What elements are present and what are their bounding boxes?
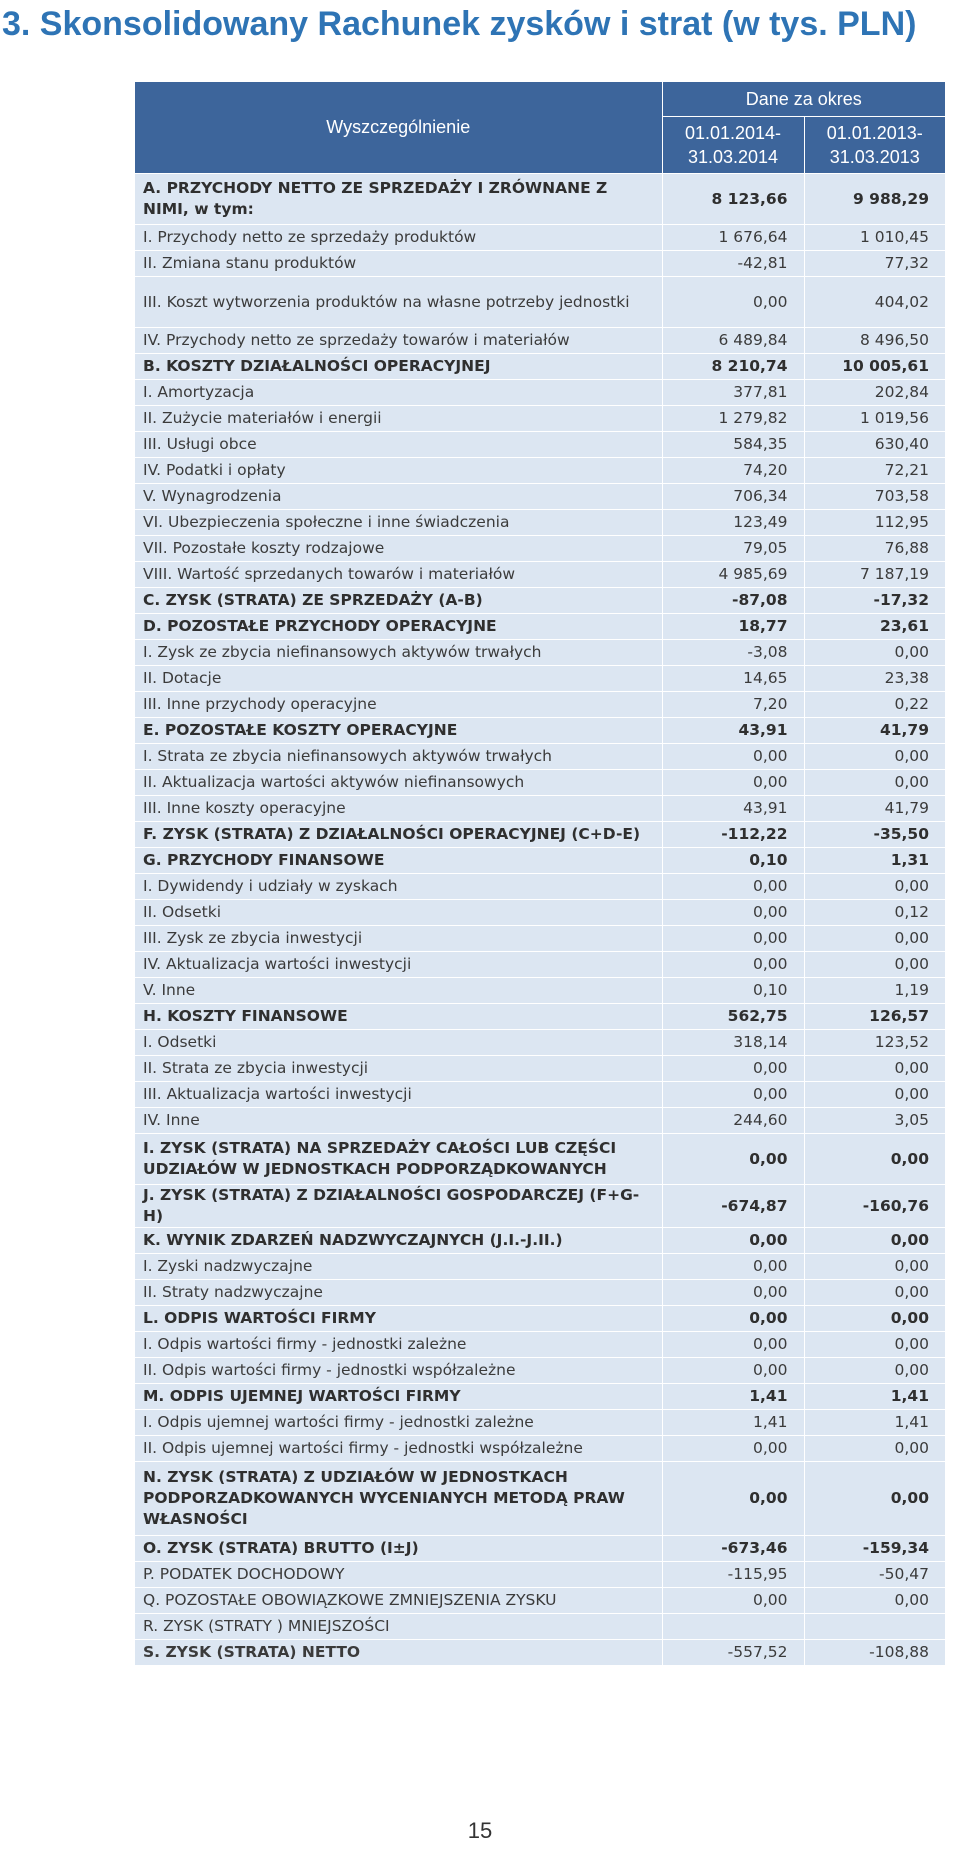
table-row: [135, 1254, 945, 1280]
table-row: [135, 406, 945, 432]
table-row: [135, 510, 945, 536]
value-2014: -115,95: [662, 1562, 804, 1588]
table-row: [135, 978, 945, 1004]
value-2014: 562,75: [662, 1004, 804, 1030]
value-2014: 0,00: [662, 900, 804, 926]
value-2013: -160,76: [804, 1185, 945, 1228]
row-label: II. Dotacje: [135, 666, 662, 692]
value-2014: 0,00: [662, 952, 804, 978]
table-row: [135, 692, 945, 718]
table-row: [135, 1134, 945, 1185]
row-label: III. Zysk ze zbycia inwestycji: [135, 926, 662, 952]
page-number: 15: [467, 1818, 493, 1843]
value-2013: 76,88: [804, 536, 945, 562]
table-row: [135, 1588, 945, 1614]
row-label: E. POZOSTAŁE KOSZTY OPERACYJNE: [135, 718, 662, 744]
value-2014: 43,91: [662, 718, 804, 744]
value-2013: 23,61: [804, 614, 945, 640]
value-2014: -673,46: [662, 1536, 804, 1562]
value-2013: 0,00: [804, 1254, 945, 1280]
value-2013: 0,00: [804, 1280, 945, 1306]
value-2013: 1,19: [804, 978, 945, 1004]
value-2014: 0,00: [662, 1082, 804, 1108]
row-label: N. ZYSK (STRATA) Z UDZIAŁÓW W JEDNOSTKACH PODPORZADKOWANYCH WYCENIANYCH METODĄ PRAW WŁASNOŚCI: [135, 1462, 662, 1536]
value-2014: -557,52: [662, 1640, 804, 1666]
value-2013: -35,50: [804, 822, 945, 848]
value-2014: 0,00: [662, 1254, 804, 1280]
value-2014: 14,65: [662, 666, 804, 692]
value-2014: 0,00: [662, 1280, 804, 1306]
value-2013: 0,00: [804, 1134, 945, 1185]
header-label: Wyszczególnienie: [135, 82, 662, 174]
value-2014: 0,00: [662, 1588, 804, 1614]
value-2014: 0,10: [662, 978, 804, 1004]
table-row: [135, 1462, 945, 1536]
value-2013: 41,79: [804, 718, 945, 744]
table-row: [135, 1384, 945, 1410]
value-2014: 74,20: [662, 458, 804, 484]
row-label: V. Inne: [135, 978, 662, 1004]
table-row: [135, 666, 945, 692]
value-2013: 112,95: [804, 510, 945, 536]
value-2013: 0,00: [804, 1228, 945, 1254]
table-row: [135, 952, 945, 978]
row-label: B. KOSZTY DZIAŁALNOŚCI OPERACYJNEJ: [135, 354, 662, 380]
table-row: [135, 900, 945, 926]
row-label: I. Zysk ze zbycia niefinansowych aktywów trwałych: [135, 640, 662, 666]
table-row: [135, 1410, 945, 1436]
table-row: [135, 1228, 945, 1254]
value-2014: 1 279,82: [662, 406, 804, 432]
value-2014: 0,00: [662, 1306, 804, 1332]
table-row: [135, 536, 945, 562]
value-2014: -112,22: [662, 822, 804, 848]
row-label: III. Usługi obce: [135, 432, 662, 458]
value-2013: 77,32: [804, 251, 945, 277]
value-2014: 0,00: [662, 744, 804, 770]
value-2013: 7 187,19: [804, 562, 945, 588]
value-2013: 41,79: [804, 796, 945, 822]
value-2014: [662, 1614, 804, 1640]
table-row: [135, 1082, 945, 1108]
value-2013: 202,84: [804, 380, 945, 406]
table-row: [135, 1056, 945, 1082]
table-row: [135, 1332, 945, 1358]
row-label: IV. Podatki i opłaty: [135, 458, 662, 484]
value-2013: 1,31: [804, 848, 945, 874]
row-label: III. Inne przychody operacyjne: [135, 692, 662, 718]
row-label: IV. Inne: [135, 1108, 662, 1134]
table-row: [135, 640, 945, 666]
table-row: [135, 1306, 945, 1332]
value-2014: 584,35: [662, 432, 804, 458]
value-2013: 23,38: [804, 666, 945, 692]
row-label: III. Koszt wytworzenia produktów na własne potrzeby jednostki: [135, 277, 662, 328]
table-row: [135, 718, 945, 744]
row-label: II. Zmiana stanu produktów: [135, 251, 662, 277]
row-label: I. Przychody netto ze sprzedaży produktów: [135, 225, 662, 251]
row-label: VIII. Wartość sprzedanych towarów i materiałów: [135, 562, 662, 588]
value-2014: 0,00: [662, 1228, 804, 1254]
row-label: I. Zyski nadzwyczajne: [135, 1254, 662, 1280]
row-label: G. PRZYCHODY FINANSOWE: [135, 848, 662, 874]
table-row: [135, 277, 945, 328]
value-2014: 377,81: [662, 380, 804, 406]
value-2013: 1 010,45: [804, 225, 945, 251]
row-label: I. Odpis wartości firmy - jednostki zależne: [135, 1332, 662, 1358]
row-label: O. ZYSK (STRATA) BRUTTO (I±J): [135, 1536, 662, 1562]
value-2013: 126,57: [804, 1004, 945, 1030]
table-row: [135, 874, 945, 900]
value-2014: 244,60: [662, 1108, 804, 1134]
value-2014: 1,41: [662, 1410, 804, 1436]
table-row: [135, 1108, 945, 1134]
row-label: IV. Przychody netto ze sprzedaży towarów i materiałów: [135, 328, 662, 354]
row-label: I. Dywidendy i udziały w zyskach: [135, 874, 662, 900]
value-2013: 404,02: [804, 277, 945, 328]
table-row: [135, 1185, 945, 1228]
table-row: [135, 1536, 945, 1562]
table-row: [135, 251, 945, 277]
row-label: II. Zużycie materiałów i energii: [135, 406, 662, 432]
value-2013: 703,58: [804, 484, 945, 510]
table-header: [135, 82, 945, 174]
row-label: C. ZYSK (STRATA) ZE SPRZEDAŻY (A-B): [135, 588, 662, 614]
value-2013: 10 005,61: [804, 354, 945, 380]
row-label: D. POZOSTAŁE PRZYCHODY OPERACYJNE: [135, 614, 662, 640]
table-row: [135, 328, 945, 354]
table-row: [135, 1030, 945, 1056]
row-label: II. Odpis wartości firmy - jednostki współzależne: [135, 1358, 662, 1384]
row-label: V. Wynagrodzenia: [135, 484, 662, 510]
value-2013: 0,00: [804, 874, 945, 900]
value-2013: 0,00: [804, 1056, 945, 1082]
value-2014: -87,08: [662, 588, 804, 614]
table-row: [135, 588, 945, 614]
value-2013: 0,00: [804, 926, 945, 952]
table-row: [135, 458, 945, 484]
row-label: II. Aktualizacja wartości aktywów niefinansowych: [135, 770, 662, 796]
value-2014: 0,00: [662, 1134, 804, 1185]
value-2014: 706,34: [662, 484, 804, 510]
value-2014: 18,77: [662, 614, 804, 640]
row-label: I. Odpis ujemnej wartości firmy - jednostki zależne: [135, 1410, 662, 1436]
value-2014: 43,91: [662, 796, 804, 822]
header-period: Dane za okres: [662, 82, 945, 117]
value-2014: 6 489,84: [662, 328, 804, 354]
row-label: I. ZYSK (STRATA) NA SPRZEDAŻY CAŁOŚCI LUB CZĘŚCI UDZIAŁÓW W JEDNOSTKACH PODPORZĄDKOWANYCH: [135, 1134, 662, 1185]
row-label: I. Strata ze zbycia niefinansowych aktywów trwałych: [135, 744, 662, 770]
header-col-2013: 01.01.2013- 31.03.2013: [804, 117, 945, 174]
table-row: [135, 174, 945, 225]
value-2014: 0,00: [662, 1358, 804, 1384]
table-row: [135, 1640, 945, 1666]
value-2014: 0,00: [662, 277, 804, 328]
value-2013: 630,40: [804, 432, 945, 458]
row-label: F. ZYSK (STRATA) Z DZIAŁALNOŚCI OPERACYJNEJ (C+D-E): [135, 822, 662, 848]
value-2014: 123,49: [662, 510, 804, 536]
value-2014: 0,00: [662, 1332, 804, 1358]
value-2014: 0,00: [662, 1462, 804, 1536]
value-2013: 8 496,50: [804, 328, 945, 354]
table-row: [135, 926, 945, 952]
page-title: 3. Skonsolidowany Rachunek zysków i strat (w tys. PLN): [2, 5, 917, 43]
value-2013: 3,05: [804, 1108, 945, 1134]
row-label: II. Strata ze zbycia inwestycji: [135, 1056, 662, 1082]
value-2013: 0,00: [804, 952, 945, 978]
table-row: [135, 614, 945, 640]
row-label: H. KOSZTY FINANSOWE: [135, 1004, 662, 1030]
row-label: S. ZYSK (STRATA) NETTO: [135, 1640, 662, 1666]
value-2013: 123,52: [804, 1030, 945, 1056]
value-2014: 1 676,64: [662, 225, 804, 251]
table-row: [135, 1280, 945, 1306]
row-label: IV. Aktualizacja wartości inwestycji: [135, 952, 662, 978]
table-row: [135, 1358, 945, 1384]
value-2014: 0,10: [662, 848, 804, 874]
table-row: [135, 822, 945, 848]
value-2014: 4 985,69: [662, 562, 804, 588]
row-label: II. Odsetki: [135, 900, 662, 926]
value-2013: 0,12: [804, 900, 945, 926]
value-2013: 72,21: [804, 458, 945, 484]
table-row: [135, 1562, 945, 1588]
value-2013: -108,88: [804, 1640, 945, 1666]
header-col-2014: 01.01.2014- 31.03.2014: [662, 117, 804, 174]
value-2014: 318,14: [662, 1030, 804, 1056]
value-2014: 79,05: [662, 536, 804, 562]
value-2013: -159,34: [804, 1536, 945, 1562]
row-label: VI. Ubezpieczenia społeczne i inne świadczenia: [135, 510, 662, 536]
value-2013: 0,00: [804, 1082, 945, 1108]
row-label: M. ODPIS UJEMNEJ WARTOŚCI FIRMY: [135, 1384, 662, 1410]
value-2014: 7,20: [662, 692, 804, 718]
value-2013: 1,41: [804, 1384, 945, 1410]
value-2013: 0,00: [804, 640, 945, 666]
row-label: II. Odpis ujemnej wartości firmy - jednostki współzależne: [135, 1436, 662, 1462]
row-label: Q. POZOSTAŁE OBOWIĄZKOWE ZMNIEJSZENIA ZYSKU: [135, 1588, 662, 1614]
value-2014: -674,87: [662, 1185, 804, 1228]
row-label: I. Amortyzacja: [135, 380, 662, 406]
row-label: VII. Pozostałe koszty rodzajowe: [135, 536, 662, 562]
value-2014: 8 210,74: [662, 354, 804, 380]
value-2013: 0,00: [804, 1588, 945, 1614]
value-2013: 0,00: [804, 1332, 945, 1358]
row-label: II. Straty nadzwyczajne: [135, 1280, 662, 1306]
value-2013: 0,00: [804, 1436, 945, 1462]
table-row: [135, 354, 945, 380]
table-row: [135, 744, 945, 770]
row-label: L. ODPIS WARTOŚCI FIRMY: [135, 1306, 662, 1332]
value-2013: 1,41: [804, 1410, 945, 1436]
table-row: [135, 432, 945, 458]
table-row: [135, 1436, 945, 1462]
value-2013: [804, 1614, 945, 1640]
value-2013: -50,47: [804, 1562, 945, 1588]
value-2014: 0,00: [662, 1056, 804, 1082]
row-label: I. Odsetki: [135, 1030, 662, 1056]
value-2013: 0,00: [804, 1358, 945, 1384]
value-2014: 8 123,66: [662, 174, 804, 225]
value-2014: 1,41: [662, 1384, 804, 1410]
table-row: [135, 225, 945, 251]
row-label: R. ZYSK (STRATY ) MNIEJSZOŚCI: [135, 1614, 662, 1640]
table-row: [135, 1614, 945, 1640]
table-row: [135, 1004, 945, 1030]
table-row: [135, 796, 945, 822]
value-2013: -17,32: [804, 588, 945, 614]
table-row: [135, 848, 945, 874]
row-label: A. PRZYCHODY NETTO ZE SPRZEDAŻY I ZRÓWNANE Z NIMI, w tym:: [135, 174, 662, 225]
value-2014: -3,08: [662, 640, 804, 666]
value-2013: 0,22: [804, 692, 945, 718]
value-2013: 0,00: [804, 1306, 945, 1332]
table-body: [135, 174, 945, 1666]
table-row: [135, 562, 945, 588]
value-2014: -42,81: [662, 251, 804, 277]
table-row: [135, 770, 945, 796]
income-statement-table: [135, 82, 945, 1665]
value-2014: 0,00: [662, 926, 804, 952]
table-row: [135, 380, 945, 406]
value-2014: 0,00: [662, 1436, 804, 1462]
value-2013: 0,00: [804, 1462, 945, 1536]
value-2013: 1 019,56: [804, 406, 945, 432]
row-label: K. WYNIK ZDARZEŃ NADZWYCZAJNYCH (J.I.-J.II.): [135, 1228, 662, 1254]
value-2013: 0,00: [804, 770, 945, 796]
row-label: P. PODATEK DOCHODOWY: [135, 1562, 662, 1588]
value-2014: 0,00: [662, 770, 804, 796]
table-row: [135, 484, 945, 510]
row-label: III. Aktualizacja wartości inwestycji: [135, 1082, 662, 1108]
value-2014: 0,00: [662, 874, 804, 900]
row-label: J. ZYSK (STRATA) Z DZIAŁALNOŚCI GOSPODARCZEJ (F+G-H): [135, 1185, 662, 1228]
row-label: III. Inne koszty operacyjne: [135, 796, 662, 822]
value-2013: 9 988,29: [804, 174, 945, 225]
value-2013: 0,00: [804, 744, 945, 770]
